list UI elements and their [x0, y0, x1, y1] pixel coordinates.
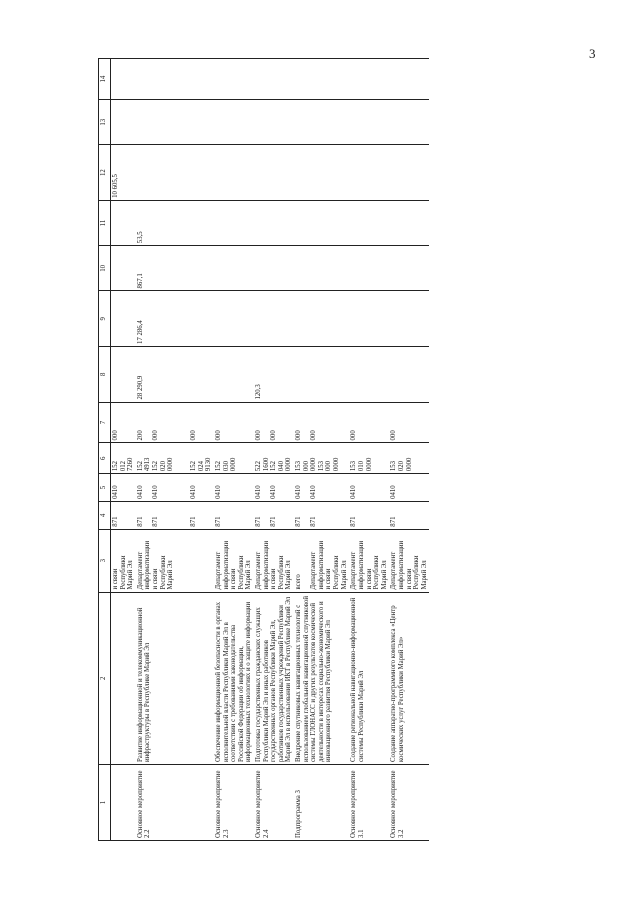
table-cell-c8 [294, 347, 349, 403]
table-cell-c7: 000 [349, 402, 389, 443]
table-cell-c6: 153 020 0000 [389, 443, 429, 474]
table-cell-c13 [111, 100, 136, 145]
table-cell-c9 [389, 291, 429, 347]
column-header-14: 14 [99, 59, 111, 100]
table-cell-c8 [214, 347, 254, 403]
table-body [111, 59, 430, 841]
table-cell-c3: Департамент информатизации и связи Республики Марий Эл [349, 529, 389, 592]
column-header-6: 6 [99, 443, 111, 474]
table-cell-c2: Внедрение спутниковых навигационных технологий с использованием глобальной навигационной спутниковой системы ГЛОНАСС и других результатов космической деятельности в интересах социально-экономического и инновационного развития Республики Марий Эл [294, 592, 349, 764]
table-cell-c2: Развитие информационной и телекоммуникационной инфраструктуры в Республике Марий Эл [136, 592, 214, 764]
table-cell-c14 [294, 59, 349, 100]
table-cell-c4: 871 871 [254, 501, 294, 529]
table-cell-c10 [294, 246, 349, 291]
table-cell-c12 [294, 145, 349, 201]
table-cell-c2: Создание региональной навигационно-информационной системы Республики Марий Эл [349, 592, 389, 764]
table-cell-c3: Департамент информатизации и связи Республики Марий Эл [254, 529, 294, 592]
table-row [294, 59, 349, 841]
table-cell-c12 [136, 145, 214, 201]
table-cell-c9 [349, 291, 389, 347]
table-row [389, 59, 429, 841]
table-cell-c12: 10 605,5 [111, 145, 136, 201]
table-row [349, 59, 389, 841]
table-cell-c3: Департамент информатизации и связи Республики Марий Эл [389, 529, 429, 592]
table-cell-c10: 867,1 [136, 246, 214, 291]
column-header-13: 13 [99, 100, 111, 145]
column-header-4: 4 [99, 501, 111, 529]
table-cell-c5: 0410 [111, 474, 136, 502]
table-cell-c4: 871 [111, 501, 136, 529]
table-cell-c5: 0410 [389, 474, 429, 502]
table-cell-c7: 000 000 [254, 402, 294, 443]
table-cell-c5: 0410 [214, 474, 254, 502]
table-cell-c7: 000 [111, 402, 136, 443]
table-cell-c2: Обеспечение информационной безопасности в органах исполнительной власти Республики Марий Эл в соответствии с требованиями законодательства Российской Федерации об информации, информационных технологиях и о защите информации [214, 592, 254, 764]
page-number: 3 [589, 46, 596, 61]
table-cell-c4: 871 [349, 501, 389, 529]
table-cell-c5: 0410 [349, 474, 389, 502]
table-cell-c1: Подпрограмма 3 [294, 765, 349, 841]
column-header-1: 1 [99, 765, 111, 841]
table-cell-c11 [214, 200, 254, 245]
table-cell-c11 [389, 200, 429, 245]
table-cell-c14 [136, 59, 214, 100]
table-cell-c4: 871 871 871 [136, 501, 214, 529]
table-row [136, 59, 214, 841]
table-cell-c3: и связи Республики Марий Эл [111, 529, 136, 592]
table-cell-c6: 152 030 0000 [214, 443, 254, 474]
table-cell-c13 [389, 100, 429, 145]
column-header-7: 7 [99, 402, 111, 443]
table-cell-c3: Департамент информатизации и связи Республики Марий Эл [136, 529, 214, 592]
column-header-8: 8 [99, 347, 111, 403]
table-cell-c14 [389, 59, 429, 100]
table-cell-c8 [389, 347, 429, 403]
table-cell-c6: 153 010 0000 [349, 443, 389, 474]
table-cell-c5: 0410 0410 0410 [136, 474, 214, 502]
table-cell-c4: 871 871 [294, 501, 349, 529]
table-row [111, 59, 136, 841]
table-cell-c12 [349, 145, 389, 201]
table-cell-c12 [214, 145, 254, 201]
table-cell-c13 [136, 100, 214, 145]
table-row [214, 59, 254, 841]
table-cell-c8: 120,3 [254, 347, 294, 403]
column-header-11: 11 [99, 200, 111, 245]
rotated-document-sheet [98, 58, 618, 841]
table-cell-c5: 0410 0410 [294, 474, 349, 502]
column-header-3: 3 [99, 529, 111, 592]
column-number-header [99, 59, 111, 841]
table-cell-c12 [254, 145, 294, 201]
table-cell-c7: 000 [389, 402, 429, 443]
column-header-2: 2 [99, 592, 111, 764]
table-cell-c14 [111, 59, 136, 100]
table-cell-c11 [254, 200, 294, 245]
table-cell-c7: 200 000 000 [136, 402, 214, 443]
table-cell-c10 [214, 246, 254, 291]
table-cell-c6: 152 4913 152 020 0000 152 024 9130 [136, 443, 214, 474]
table-cell-c9 [214, 291, 254, 347]
table-cell-c7: 000 000 [294, 402, 349, 443]
table-cell-c9: 17 286,4 [136, 291, 214, 347]
table-cell-c11 [349, 200, 389, 245]
table-cell-c12 [389, 145, 429, 201]
table-cell-c11: 53,5 [136, 200, 214, 245]
table-cell-c14 [349, 59, 389, 100]
table-cell-c11 [294, 200, 349, 245]
table-cell-c8: 28 290,9 [136, 347, 214, 403]
table-cell-c13 [214, 100, 254, 145]
column-header-12: 12 [99, 145, 111, 201]
table-cell-c13 [349, 100, 389, 145]
table-cell-c10 [254, 246, 294, 291]
table-cell-c8 [111, 347, 136, 403]
table-cell-c1: Основное мероприятие 2.2 [136, 765, 214, 841]
column-header-5: 5 [99, 474, 111, 502]
table-cell-c6: 153 000 0000 153 000 0000 [294, 443, 349, 474]
table-cell-c4: 871 [214, 501, 254, 529]
table-cell-c14 [254, 59, 294, 100]
table-cell-c10 [389, 246, 429, 291]
table-cell-c1: Основное мероприятие 2.4 [254, 765, 294, 841]
table-cell-c2: Создание аппаратно-программного комплекса «Центр космических услуг Республики Марий Эл» [389, 592, 429, 764]
table-cell-c2: Подготовка государственных гражданских служащих Республики Марий Эл и иных работников государственных органов Республики Марий Эл, работников государственных учреждений Республики Марий Эл в использовании ИКТ в Республике Марий Эл [254, 592, 294, 764]
table-cell-c10 [111, 246, 136, 291]
column-header-10: 10 [99, 246, 111, 291]
table-cell-c1 [111, 765, 136, 841]
table-cell-c13 [294, 100, 349, 145]
table-cell-c10 [349, 246, 389, 291]
budget-table [98, 58, 429, 841]
table-cell-c14 [214, 59, 254, 100]
table-cell-c9 [294, 291, 349, 347]
table-cell-c3: всего Департамент информатизации и связи Республики Марий Эл [294, 529, 349, 592]
table-cell-c1: Основное мероприятие 2.3 [214, 765, 254, 841]
column-header-9: 9 [99, 291, 111, 347]
table-cell-c8 [349, 347, 389, 403]
table-cell-c13 [254, 100, 294, 145]
table-cell-c11 [111, 200, 136, 245]
table-cell-c7: 000 [214, 402, 254, 443]
table-cell-c4: 871 [389, 501, 429, 529]
table-cell-c6: 152 012 7260 [111, 443, 136, 474]
table-cell-c9 [111, 291, 136, 347]
table-row [254, 59, 294, 841]
table-cell-c3: Департамент информатизации и связи Республики Марий Эл [214, 529, 254, 592]
table-cell-c1: Основное мероприятие 3.1 [349, 765, 389, 841]
table-cell-c6: 522 1600 152 040 0000 [254, 443, 294, 474]
table-cell-c1: Основное мероприятие 3.2 [389, 765, 429, 841]
table-cell-c2 [111, 592, 136, 764]
table-cell-c9 [254, 291, 294, 347]
table-cell-c5: 0410 0410 [254, 474, 294, 502]
